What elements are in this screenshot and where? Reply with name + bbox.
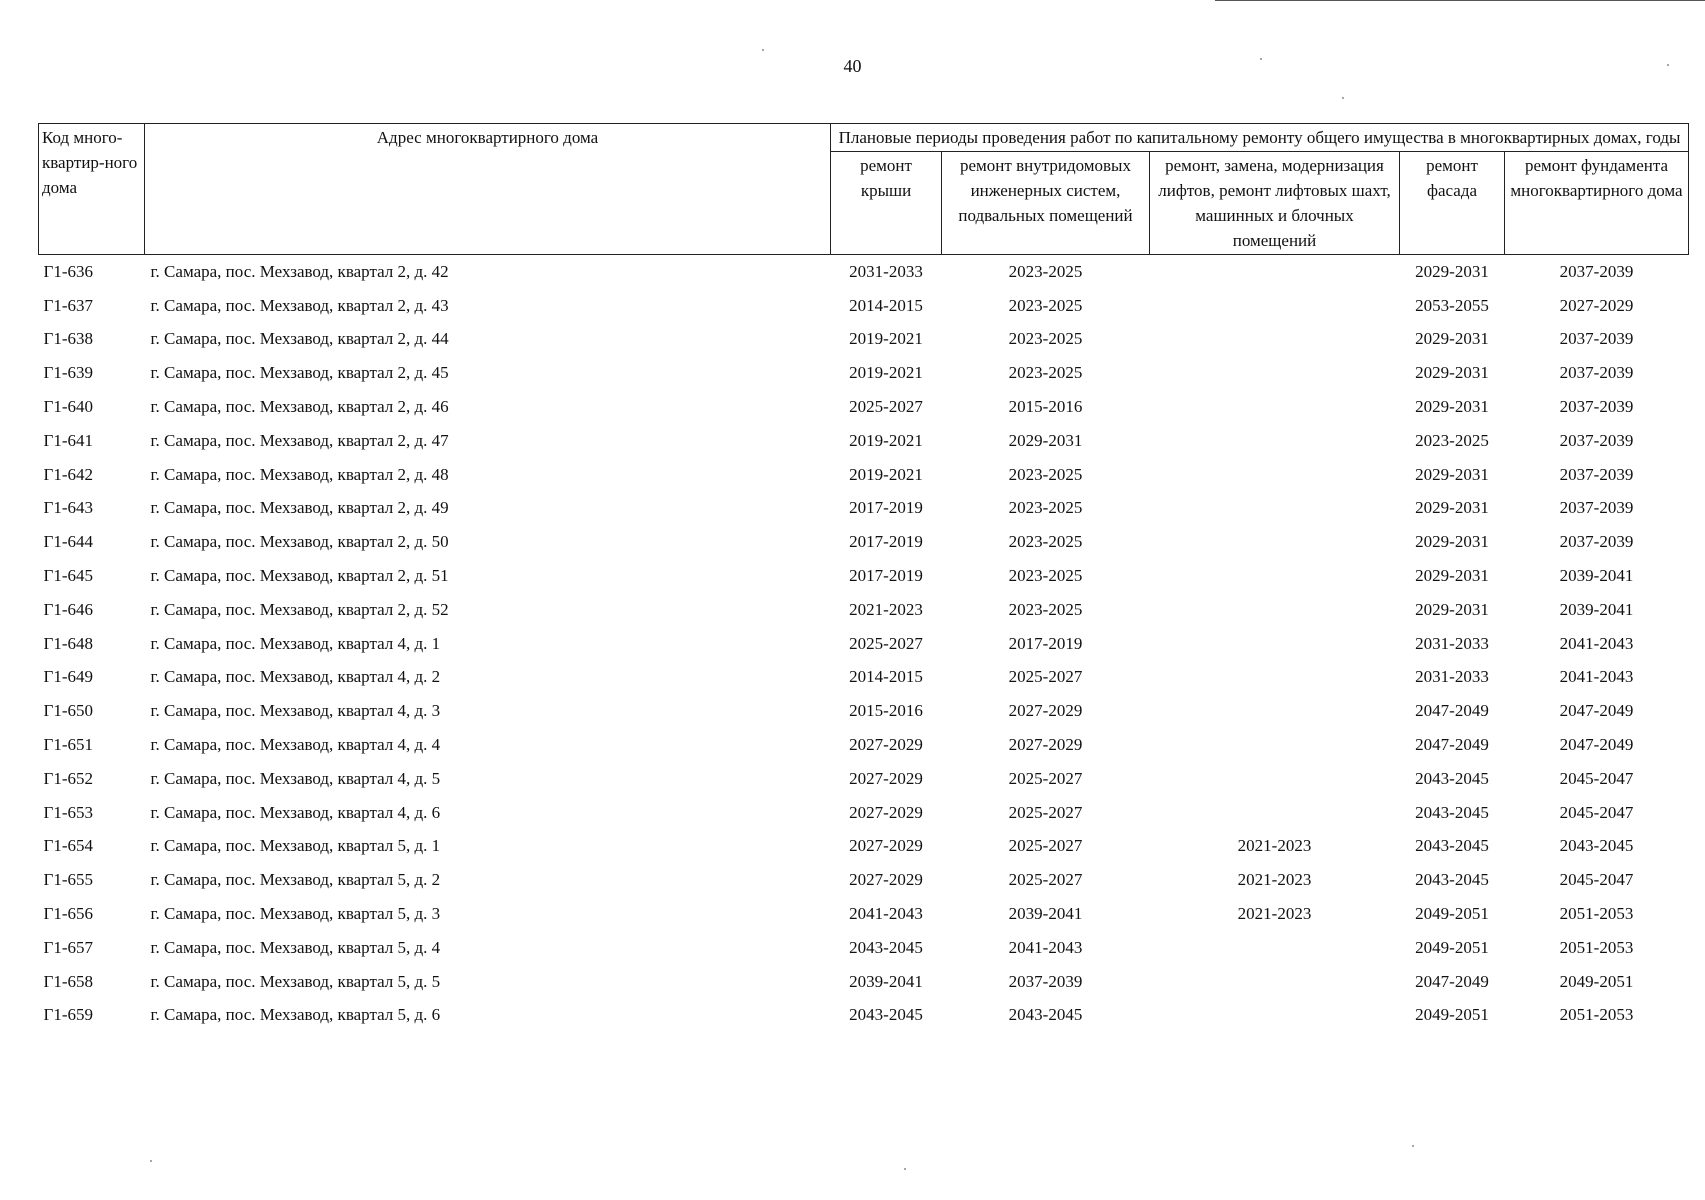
row-engineering: 2025-2027 xyxy=(1008,802,1083,822)
row-engineering: 2017-2019 xyxy=(1008,633,1083,653)
row-foundation: 2041-2043 xyxy=(1559,667,1634,687)
row-code: Г1-643 xyxy=(43,498,93,518)
scan-edge-line xyxy=(1215,0,1705,1)
table-row xyxy=(39,424,1689,458)
scan-speck xyxy=(150,1160,152,1162)
row-address: г. Самара, пос. Мехзавод, квартал 2, д. 45 xyxy=(150,363,449,383)
row-code: Г1-654 xyxy=(43,836,93,856)
row-elevators xyxy=(1150,356,1400,390)
row-address: г. Самара, пос. Мехзавод, квартал 2, д. 50 xyxy=(150,532,449,552)
header-foundation: ремонт фундамента многоквартирного дома xyxy=(1505,152,1689,255)
row-address: г. Самара, пос. Мехзавод, квартал 5, д. 2 xyxy=(150,870,441,890)
row-foundation: 2039-2041 xyxy=(1559,599,1634,619)
table-row xyxy=(39,661,1689,695)
row-foundation: 2037-2039 xyxy=(1559,397,1634,417)
row-code: Г1-652 xyxy=(43,768,93,788)
table-row xyxy=(39,255,1689,289)
table-body xyxy=(39,255,1689,1033)
header-code: Код много-квартир-ного дома xyxy=(39,124,145,255)
row-facade: 2029-2031 xyxy=(1415,464,1489,484)
row-engineering: 2023-2025 xyxy=(1008,363,1083,383)
row-engineering: 2023-2025 xyxy=(1008,532,1083,552)
row-address: г. Самара, пос. Мехзавод, квартал 2, д. 47 xyxy=(150,430,449,450)
row-code: Г1-650 xyxy=(43,701,93,721)
row-facade: 2043-2045 xyxy=(1415,836,1489,856)
header-elevators: ремонт, замена, модернизация лифтов, ремонт лифтовых шахт, машинных и блочных помещений xyxy=(1150,152,1400,255)
row-address: г. Самара, пос. Мехзавод, квартал 4, д. 4 xyxy=(150,735,441,755)
row-address: г. Самара, пос. Мехзавод, квартал 2, д. 48 xyxy=(150,464,449,484)
row-roof: 2019-2021 xyxy=(849,464,923,484)
table-row xyxy=(39,694,1689,728)
row-foundation: 2037-2039 xyxy=(1559,498,1634,518)
row-foundation: 2037-2039 xyxy=(1559,329,1634,349)
row-address: г. Самара, пос. Мехзавод, квартал 4, д. 1 xyxy=(150,633,441,653)
row-roof: 2027-2029 xyxy=(849,735,923,755)
row-roof: 2027-2029 xyxy=(849,870,923,890)
row-elevators: 2021-2023 xyxy=(1237,904,1312,924)
row-roof: 2014-2015 xyxy=(849,667,923,687)
scan-speck xyxy=(762,49,764,51)
scan-speck xyxy=(1412,1145,1414,1147)
row-facade: 2031-2033 xyxy=(1415,633,1489,653)
row-address: г. Самара, пос. Мехзавод, квартал 5, д. 5 xyxy=(150,971,441,991)
row-foundation: 2045-2047 xyxy=(1559,802,1634,822)
row-code: Г1-636 xyxy=(43,261,93,281)
row-engineering: 2037-2039 xyxy=(1008,971,1083,991)
table-row xyxy=(39,390,1689,424)
row-engineering: 2025-2027 xyxy=(1008,667,1083,687)
row-roof: 2027-2029 xyxy=(849,802,923,822)
row-foundation: 2039-2041 xyxy=(1559,566,1634,586)
row-elevators xyxy=(1150,289,1400,323)
row-engineering: 2041-2043 xyxy=(1008,937,1083,957)
table-row xyxy=(39,762,1689,796)
row-facade: 2043-2045 xyxy=(1415,768,1489,788)
row-code: Г1-657 xyxy=(43,937,93,957)
row-elevators xyxy=(1150,593,1400,627)
table-header xyxy=(39,124,1689,255)
row-code: Г1-655 xyxy=(43,870,93,890)
row-elevators: 2021-2023 xyxy=(1237,870,1312,890)
row-facade: 2047-2049 xyxy=(1415,971,1489,991)
table-row xyxy=(39,289,1689,323)
row-facade: 2047-2049 xyxy=(1415,701,1489,721)
scan-speck xyxy=(1667,64,1669,66)
row-address: г. Самара, пос. Мехзавод, квартал 5, д. 4 xyxy=(150,937,441,957)
row-address: г. Самара, пос. Мехзавод, квартал 2, д. 42 xyxy=(150,261,449,281)
row-facade: 2029-2031 xyxy=(1415,261,1489,281)
row-foundation: 2051-2053 xyxy=(1559,1005,1634,1025)
row-engineering: 2023-2025 xyxy=(1008,329,1083,349)
row-engineering: 2023-2025 xyxy=(1008,464,1083,484)
row-address: г. Самара, пос. Мехзавод, квартал 2, д. 43 xyxy=(150,295,449,315)
row-roof: 2027-2029 xyxy=(849,768,923,788)
row-elevators xyxy=(1150,931,1400,965)
row-address: г. Самара, пос. Мехзавод, квартал 5, д. 6 xyxy=(150,1005,441,1025)
row-roof: 2021-2023 xyxy=(849,599,923,619)
row-engineering: 2015-2016 xyxy=(1008,397,1083,417)
row-code: Г1-642 xyxy=(43,464,93,484)
row-engineering: 2027-2029 xyxy=(1008,735,1083,755)
row-roof: 2019-2021 xyxy=(849,363,923,383)
row-roof: 2019-2021 xyxy=(849,329,923,349)
row-roof: 2025-2027 xyxy=(849,633,923,653)
table-row xyxy=(39,492,1689,526)
row-engineering: 2023-2025 xyxy=(1008,599,1083,619)
row-foundation: 2037-2039 xyxy=(1559,261,1634,281)
row-elevators xyxy=(1150,492,1400,526)
table-row xyxy=(39,796,1689,830)
row-elevators xyxy=(1150,762,1400,796)
row-roof: 2039-2041 xyxy=(849,971,923,991)
table-row xyxy=(39,627,1689,661)
row-foundation: 2051-2053 xyxy=(1559,937,1634,957)
table-row xyxy=(39,525,1689,559)
scan-speck xyxy=(1260,58,1262,60)
table-row xyxy=(39,830,1689,864)
row-engineering: 2023-2025 xyxy=(1008,498,1083,518)
table-row xyxy=(39,559,1689,593)
row-engineering: 2023-2025 xyxy=(1008,295,1083,315)
row-engineering: 2043-2045 xyxy=(1008,1005,1083,1025)
row-code: Г1-658 xyxy=(43,971,93,991)
row-address: г. Самара, пос. Мехзавод, квартал 4, д. 2 xyxy=(150,667,441,687)
row-foundation: 2037-2039 xyxy=(1559,532,1634,552)
row-roof: 2025-2027 xyxy=(849,397,923,417)
row-code: Г1-640 xyxy=(43,397,93,417)
row-engineering: 2025-2027 xyxy=(1008,836,1083,856)
row-elevators xyxy=(1150,728,1400,762)
row-code: Г1-641 xyxy=(43,430,93,450)
row-address: г. Самара, пос. Мехзавод, квартал 4, д. 3 xyxy=(150,701,441,721)
row-facade: 2029-2031 xyxy=(1415,363,1489,383)
table-row xyxy=(39,458,1689,492)
row-engineering: 2025-2027 xyxy=(1008,870,1083,890)
row-engineering: 2023-2025 xyxy=(1008,261,1083,281)
table-row xyxy=(39,897,1689,931)
row-code: Г1-651 xyxy=(43,735,93,755)
header-periods-group: Плановые периоды проведения работ по капитальному ремонту общего имущества в многоквартирных домах, годы xyxy=(831,124,1689,152)
row-roof: 2015-2016 xyxy=(849,701,923,721)
table-row xyxy=(39,999,1689,1033)
row-address: г. Самара, пос. Мехзавод, квартал 5, д. 3 xyxy=(150,904,441,924)
row-elevators xyxy=(1150,694,1400,728)
row-elevators xyxy=(1150,255,1400,289)
row-engineering: 2023-2025 xyxy=(1008,566,1083,586)
row-facade: 2029-2031 xyxy=(1415,566,1489,586)
row-elevators xyxy=(1150,323,1400,357)
row-roof: 2043-2045 xyxy=(849,937,923,957)
row-engineering: 2027-2029 xyxy=(1008,701,1083,721)
scan-speck xyxy=(904,1168,906,1170)
row-foundation: 2027-2029 xyxy=(1559,295,1634,315)
row-address: г. Самара, пос. Мехзавод, квартал 5, д. 1 xyxy=(150,836,441,856)
row-engineering: 2029-2031 xyxy=(1008,430,1083,450)
scan-speck xyxy=(1342,97,1344,99)
row-foundation: 2037-2039 xyxy=(1559,363,1634,383)
row-roof: 2017-2019 xyxy=(849,566,923,586)
row-elevators xyxy=(1150,458,1400,492)
table-row xyxy=(39,323,1689,357)
row-code: Г1-646 xyxy=(43,599,93,619)
row-roof: 2019-2021 xyxy=(849,430,923,450)
row-engineering: 2039-2041 xyxy=(1008,904,1083,924)
row-code: Г1-637 xyxy=(43,295,93,315)
header-engineering: ремонт внутридомовых инженерных систем, подвальных помещений xyxy=(942,152,1150,255)
table-row xyxy=(39,728,1689,762)
row-facade: 2043-2045 xyxy=(1415,870,1489,890)
row-address: г. Самара, пос. Мехзавод, квартал 2, д. 49 xyxy=(150,498,449,518)
row-code: Г1-656 xyxy=(43,904,93,924)
row-roof: 2031-2033 xyxy=(849,261,923,281)
row-elevators xyxy=(1150,999,1400,1033)
row-foundation: 2047-2049 xyxy=(1559,735,1634,755)
table-row xyxy=(39,863,1689,897)
row-address: г. Самара, пос. Мехзавод, квартал 2, д. 52 xyxy=(150,599,449,619)
table-row xyxy=(39,965,1689,999)
row-code: Г1-645 xyxy=(43,566,93,586)
row-elevators xyxy=(1150,661,1400,695)
header-address: Адрес многоквартирного дома xyxy=(145,124,831,255)
row-foundation: 2051-2053 xyxy=(1559,904,1634,924)
row-foundation: 2037-2039 xyxy=(1559,464,1634,484)
row-address: г. Самара, пос. Мехзавод, квартал 2, д. 44 xyxy=(150,329,449,349)
row-address: г. Самара, пос. Мехзавод, квартал 2, д. 51 xyxy=(150,566,449,586)
row-foundation: 2047-2049 xyxy=(1559,701,1634,721)
row-code: Г1-659 xyxy=(43,1005,93,1025)
row-engineering: 2025-2027 xyxy=(1008,768,1083,788)
row-roof: 2017-2019 xyxy=(849,532,923,552)
row-facade: 2049-2051 xyxy=(1415,937,1489,957)
repair-schedule-table xyxy=(38,123,1689,1032)
row-roof: 2017-2019 xyxy=(849,498,923,518)
row-roof: 2043-2045 xyxy=(849,1005,923,1025)
row-roof: 2014-2015 xyxy=(849,295,923,315)
row-facade: 2029-2031 xyxy=(1415,329,1489,349)
row-foundation: 2045-2047 xyxy=(1559,870,1634,890)
row-facade: 2029-2031 xyxy=(1415,498,1489,518)
table-row xyxy=(39,593,1689,627)
row-elevators xyxy=(1150,965,1400,999)
row-facade: 2023-2025 xyxy=(1415,430,1489,450)
row-facade: 2029-2031 xyxy=(1415,532,1489,552)
row-facade: 2049-2051 xyxy=(1415,904,1489,924)
row-code: Г1-639 xyxy=(43,363,93,383)
row-code: Г1-644 xyxy=(43,532,93,552)
row-foundation: 2045-2047 xyxy=(1559,768,1634,788)
row-foundation: 2041-2043 xyxy=(1559,633,1634,653)
row-facade: 2053-2055 xyxy=(1415,295,1489,315)
row-foundation: 2037-2039 xyxy=(1559,430,1634,450)
header-roof: ремонт крыши xyxy=(831,152,942,255)
row-facade: 2029-2031 xyxy=(1415,599,1489,619)
header-facade: ремонт фасада xyxy=(1400,152,1505,255)
row-elevators xyxy=(1150,559,1400,593)
row-elevators xyxy=(1150,424,1400,458)
row-facade: 2049-2051 xyxy=(1415,1005,1489,1025)
table-row xyxy=(39,931,1689,965)
row-roof: 2041-2043 xyxy=(849,904,923,924)
row-facade: 2031-2033 xyxy=(1415,667,1489,687)
row-elevators: 2021-2023 xyxy=(1237,836,1312,856)
page-number: 40 xyxy=(843,56,862,76)
row-address: г. Самара, пос. Мехзавод, квартал 4, д. 6 xyxy=(150,802,441,822)
row-foundation: 2049-2051 xyxy=(1559,971,1634,991)
row-elevators xyxy=(1150,796,1400,830)
row-code: Г1-638 xyxy=(43,329,93,349)
row-foundation: 2043-2045 xyxy=(1559,836,1634,856)
row-code: Г1-649 xyxy=(43,667,93,687)
row-facade: 2029-2031 xyxy=(1415,397,1489,417)
row-address: г. Самара, пос. Мехзавод, квартал 2, д. 46 xyxy=(150,397,449,417)
row-code: Г1-653 xyxy=(43,802,93,822)
row-address: г. Самара, пос. Мехзавод, квартал 4, д. 5 xyxy=(150,768,441,788)
row-elevators xyxy=(1150,627,1400,661)
row-elevators xyxy=(1150,390,1400,424)
table-row xyxy=(39,356,1689,390)
row-roof: 2027-2029 xyxy=(849,836,923,856)
row-facade: 2043-2045 xyxy=(1415,802,1489,822)
row-elevators xyxy=(1150,525,1400,559)
row-code: Г1-648 xyxy=(43,633,93,653)
row-facade: 2047-2049 xyxy=(1415,735,1489,755)
